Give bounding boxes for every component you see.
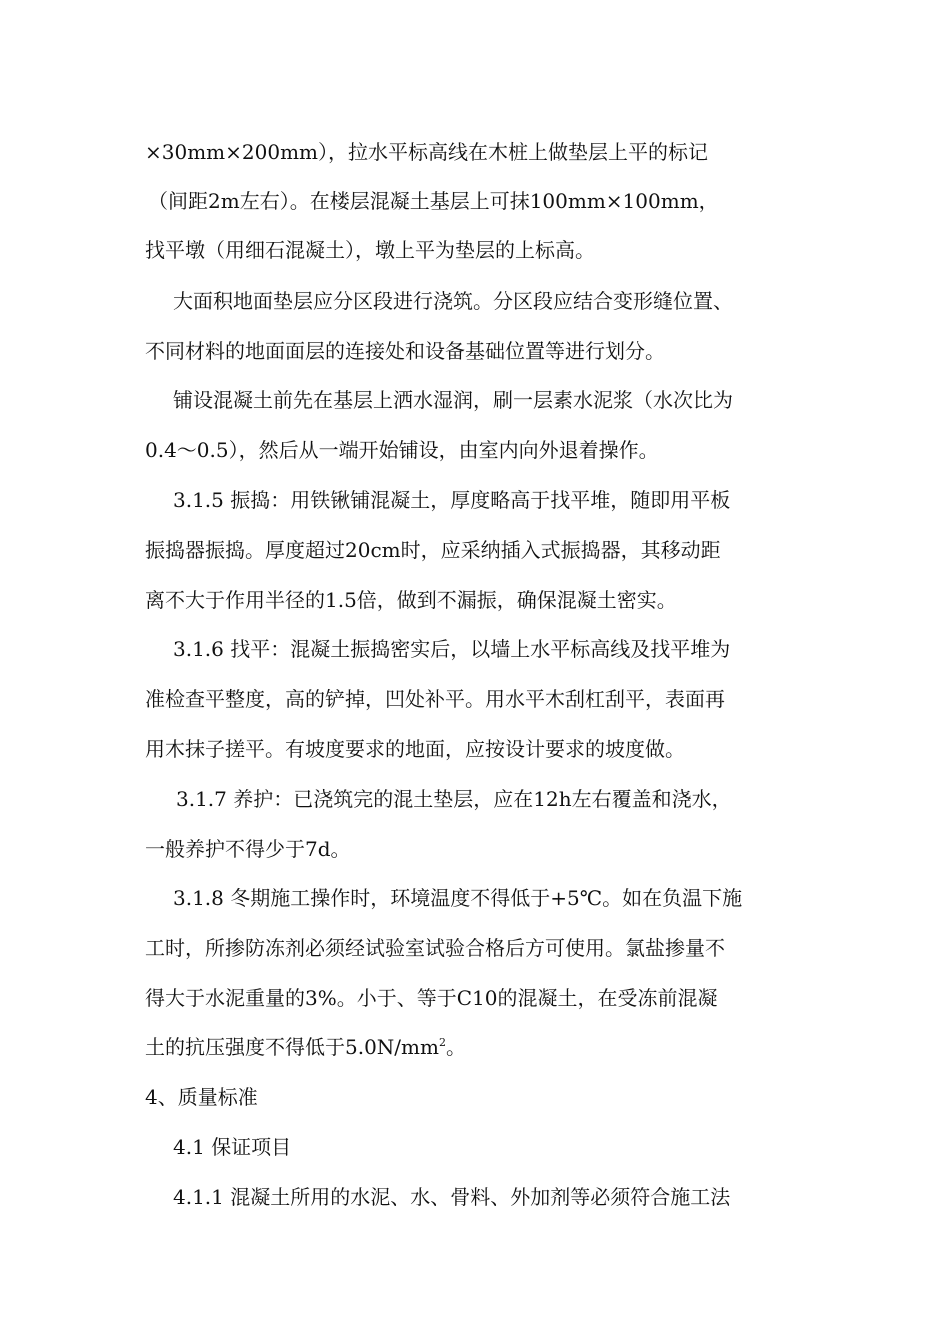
text-line: 振捣器振捣。厚度超过20cm时，应采纳插入式振捣器，其移动距: [145, 538, 721, 562]
text-line: 3.1.7 养护：已浇筑完的混土垫层，应在12h左右覆盖和浇水，: [176, 787, 732, 811]
text-line: 铺设混凝土前先在基层上洒水湿润，刷一层素水泥浆（水次比为: [173, 388, 733, 412]
text-segment: 土的抗压强度不得低于5.0N/mm: [145, 1035, 439, 1059]
text-line: 3.1.5 振捣：用铁锹铺混凝土，厚度略高于找平堆，随即用平板: [173, 488, 731, 512]
text-line: 准检查平整度，高的铲掉，凹处补平。用水平木刮杠刮平，表面再: [145, 687, 725, 711]
subsection-heading: 4.1 保证项目: [173, 1135, 292, 1159]
text-line: 大面积地面垫层应分区段进行浇筑。分区段应结合变形缝位置、: [173, 289, 733, 313]
text-line: 3.1.8 冬期施工操作时，环境温度不得低于+5℃。如在负温下施: [173, 886, 743, 910]
text-line: 用木抹子搓平。有坡度要求的地面，应按设计要求的坡度做。: [145, 737, 685, 761]
text-line: 工时，所掺防冻剂必须经试验室试验合格后方可使用。氯盐掺量不: [145, 936, 725, 960]
text-segment: 。: [445, 1035, 466, 1059]
text-line: 离不大于作用半径的1.5倍，做到不漏振，确保混凝土密实。: [145, 588, 677, 612]
text-line: ×30mm×200mm），拉水平标高线在木桩上做垫层上平的标记: [145, 140, 708, 164]
text-line: 一般养护不得少于7d。: [145, 837, 351, 861]
text-line: 4.1.1 混凝土所用的水泥、水、骨料、外加剂等必须符合施工法: [173, 1185, 731, 1209]
text-line: 找平墩（用细石混凝土），墩上平为垫层的上标高。: [145, 238, 595, 262]
section-heading: 4、质量标准: [145, 1085, 258, 1109]
superscript: 2: [438, 1036, 446, 1049]
text-line-with-unit: [145, 1032, 466, 1062]
text-line: 不同材料的地面面层的连接处和设备基础位置等进行划分。: [145, 339, 665, 363]
text-line: 3.1.6 找平：混凝土振捣密实后，以墙上水平标高线及找平堆为: [173, 637, 731, 661]
text-line: 0.4～0.5），然后从一端开始铺设，由室内向外退着操作。: [145, 438, 659, 462]
text-line: （间距2m左右）。在楼层混凝土基层上可抹100mm×100mm，: [148, 189, 719, 213]
text-line: 得大于水泥重量的3%。小于、等于C10的混凝土，在受冻前混凝: [145, 986, 718, 1010]
